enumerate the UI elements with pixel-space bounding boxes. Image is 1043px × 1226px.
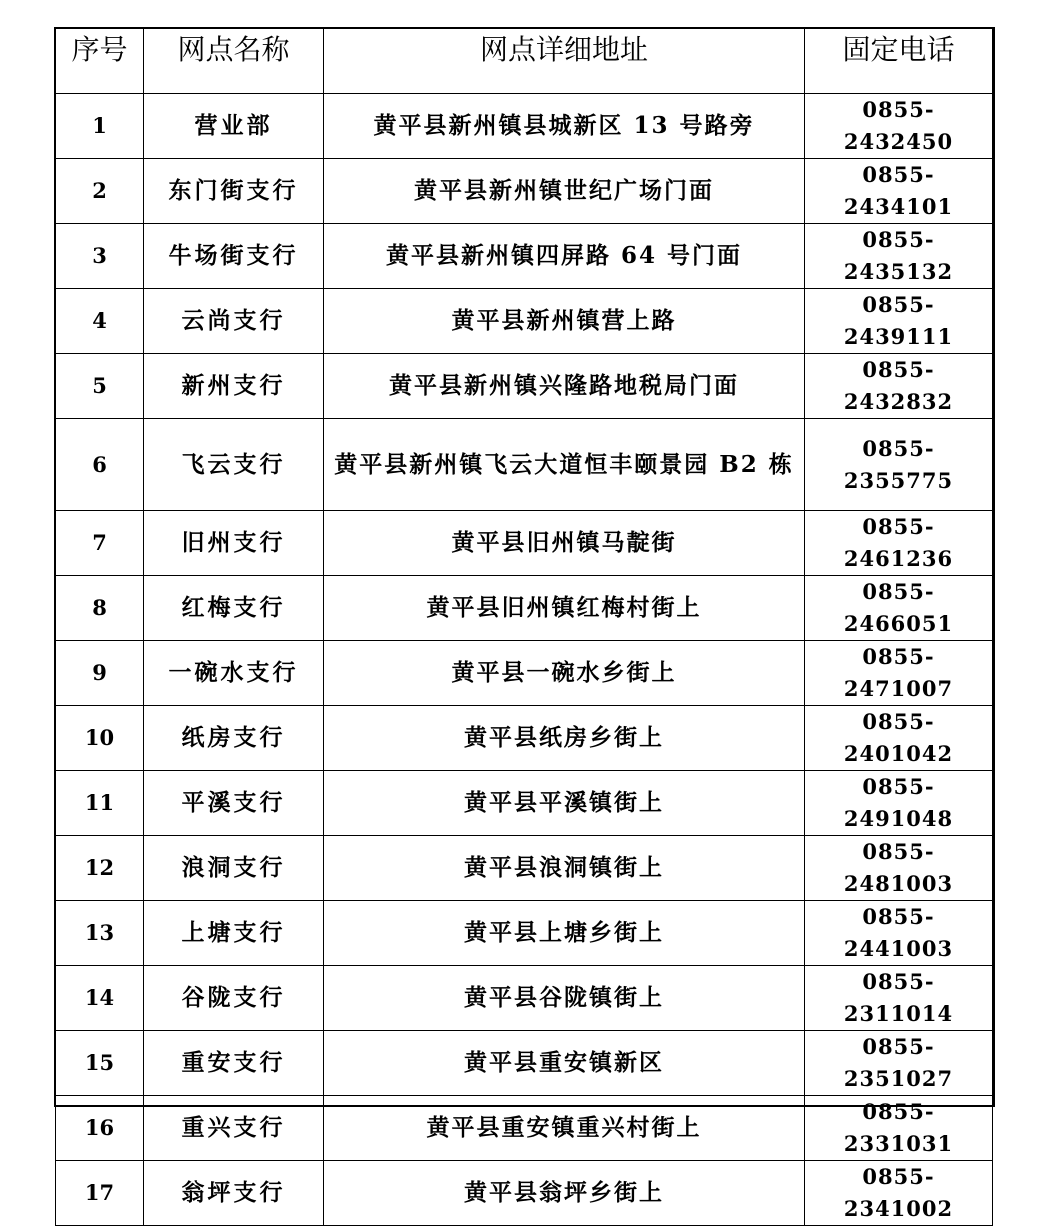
cell-branch-name: 重安支行 xyxy=(144,1031,324,1096)
cell-branch-name: 一碗水支行 xyxy=(144,641,324,706)
cell-index: 17 xyxy=(56,1161,144,1226)
cell-phone: 0855-2355775 xyxy=(805,419,993,511)
cell-index: 14 xyxy=(56,966,144,1031)
cell-branch-name: 重兴支行 xyxy=(144,1096,324,1161)
cell-address: 黄平县一碗水乡街上 xyxy=(324,641,805,706)
table-row xyxy=(56,836,993,901)
cell-phone: 0855-2435132 xyxy=(805,224,993,289)
cell-index: 8 xyxy=(56,576,144,641)
cell-phone: 0855-2401042 xyxy=(805,706,993,771)
cell-address: 黄平县平溪镇街上 xyxy=(324,771,805,836)
table-row xyxy=(56,641,993,706)
cell-address: 黄平县纸房乡街上 xyxy=(324,706,805,771)
cell-phone: 0855-2311014 xyxy=(805,966,993,1031)
table-row xyxy=(56,354,993,419)
header-address: 网点详细地址 xyxy=(324,29,805,94)
cell-branch-name: 翁坪支行 xyxy=(144,1161,324,1226)
cell-phone: 0855-2481003 xyxy=(805,836,993,901)
table-header-row xyxy=(56,29,993,94)
cell-address: 黄平县翁坪乡街上 xyxy=(324,1161,805,1226)
header-index: 序号 xyxy=(56,29,144,94)
cell-phone: 0855-2341002 xyxy=(805,1161,993,1226)
cell-phone: 0855-2441003 xyxy=(805,901,993,966)
table-row xyxy=(56,901,993,966)
cell-address: 黄平县旧州镇红梅村街上 xyxy=(324,576,805,641)
cell-branch-name: 云尚支行 xyxy=(144,289,324,354)
cell-branch-name: 平溪支行 xyxy=(144,771,324,836)
cell-index: 2 xyxy=(56,159,144,224)
cell-index: 4 xyxy=(56,289,144,354)
table-row xyxy=(56,706,993,771)
cell-index: 10 xyxy=(56,706,144,771)
table-row xyxy=(56,94,993,159)
cell-index: 9 xyxy=(56,641,144,706)
table-row xyxy=(56,511,993,576)
border-tick-mark xyxy=(993,378,995,404)
cell-phone: 0855-2461236 xyxy=(805,511,993,576)
cell-address: 黄平县上塘乡街上 xyxy=(324,901,805,966)
cell-branch-name: 新州支行 xyxy=(144,354,324,419)
table-row xyxy=(56,576,993,641)
cell-phone: 0855-2491048 xyxy=(805,771,993,836)
cell-address: 黄平县重安镇重兴村街上 xyxy=(324,1096,805,1161)
cell-phone: 0855-2434101 xyxy=(805,159,993,224)
cell-index: 12 xyxy=(56,836,144,901)
cell-index: 13 xyxy=(56,901,144,966)
table-row xyxy=(56,1096,993,1161)
table-row xyxy=(56,1031,993,1096)
cell-branch-name: 飞云支行 xyxy=(144,419,324,511)
table-row xyxy=(56,771,993,836)
cell-phone: 0855-2432832 xyxy=(805,354,993,419)
cell-index: 16 xyxy=(56,1096,144,1161)
cell-index: 7 xyxy=(56,511,144,576)
cell-index: 5 xyxy=(56,354,144,419)
cell-phone: 0855-2471007 xyxy=(805,641,993,706)
cell-address: 黄平县谷陇镇街上 xyxy=(324,966,805,1031)
cell-address: 黄平县新州镇世纪广场门面 xyxy=(324,159,805,224)
header-name: 网点名称 xyxy=(144,29,324,94)
cell-branch-name: 营业部 xyxy=(144,94,324,159)
cell-index: 11 xyxy=(56,771,144,836)
cell-index: 6 xyxy=(56,419,144,511)
branch-table xyxy=(55,28,993,1226)
cell-index: 15 xyxy=(56,1031,144,1096)
header-phone: 固定电话 xyxy=(805,29,993,94)
branch-table-container xyxy=(55,28,992,1226)
table-row xyxy=(56,1161,993,1226)
cell-branch-name: 上塘支行 xyxy=(144,901,324,966)
cell-index: 3 xyxy=(56,224,144,289)
table-row xyxy=(56,289,993,354)
cell-address: 黄平县新州镇飞云大道恒丰颐景园 B2 栋 xyxy=(324,419,805,511)
table-body xyxy=(56,94,993,1226)
cell-branch-name: 纸房支行 xyxy=(144,706,324,771)
cell-phone: 0855-2466051 xyxy=(805,576,993,641)
cell-branch-name: 红梅支行 xyxy=(144,576,324,641)
cell-address: 黄平县新州镇县城新区 13 号路旁 xyxy=(324,94,805,159)
cell-phone: 0855-2351027 xyxy=(805,1031,993,1096)
cell-address: 黄平县新州镇营上路 xyxy=(324,289,805,354)
cell-address: 黄平县旧州镇马靛街 xyxy=(324,511,805,576)
table-row xyxy=(56,966,993,1031)
cell-phone: 0855-2432450 xyxy=(805,94,993,159)
table-row xyxy=(56,159,993,224)
cell-index: 1 xyxy=(56,94,144,159)
cell-address: 黄平县新州镇四屏路 64 号门面 xyxy=(324,224,805,289)
cell-branch-name: 旧州支行 xyxy=(144,511,324,576)
cell-address: 黄平县重安镇新区 xyxy=(324,1031,805,1096)
table-row xyxy=(56,224,993,289)
cell-phone: 0855-2439111 xyxy=(805,289,993,354)
cell-branch-name: 浪洞支行 xyxy=(144,836,324,901)
cell-branch-name: 东门街支行 xyxy=(144,159,324,224)
cell-phone: 0855-2331031 xyxy=(805,1096,993,1161)
cell-address: 黄平县浪洞镇街上 xyxy=(324,836,805,901)
cell-address: 黄平县新州镇兴隆路地税局门面 xyxy=(324,354,805,419)
cell-branch-name: 谷陇支行 xyxy=(144,966,324,1031)
table-row xyxy=(56,419,993,511)
cell-branch-name: 牛场街支行 xyxy=(144,224,324,289)
